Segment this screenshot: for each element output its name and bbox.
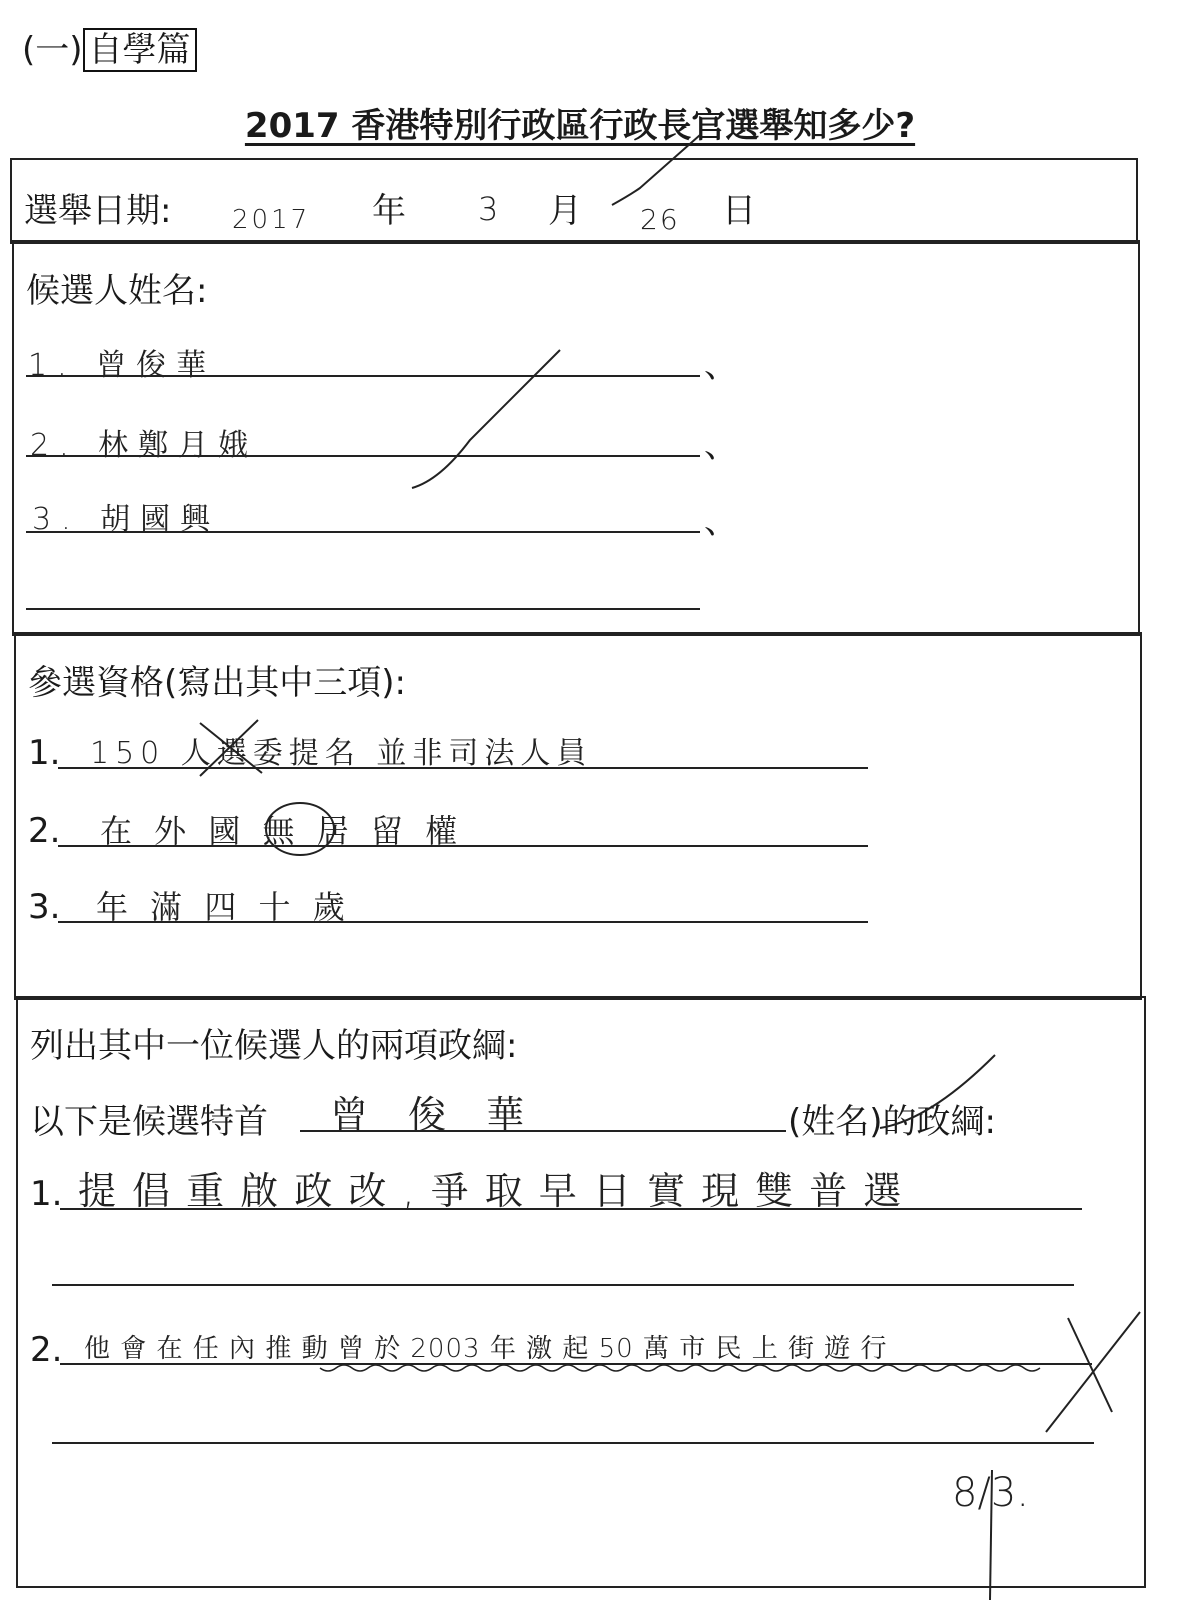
platform-1-line xyxy=(60,1208,1082,1210)
platform-intro-suffix: (姓名)的政綱: xyxy=(788,1102,996,1142)
platform-2-line xyxy=(60,1363,1092,1365)
section-prefix: (一) xyxy=(22,30,83,70)
year-unit: 年 xyxy=(372,191,406,231)
platform-2-answer[interactable]: 他 會 在 任 內 推 動 曾 於 2003 年 激 起 50 萬 市 民 上 街 遊 行 xyxy=(84,1334,888,1364)
election-year-value[interactable]: 2017 xyxy=(232,205,311,235)
page-title: 2017 香港特別行政區行政長官選舉知多少? xyxy=(244,106,916,146)
candidate-3-line xyxy=(26,531,700,533)
platform-2-number: 2. xyxy=(30,1330,63,1370)
platform-1-answer[interactable]: 提 倡 重 啟 政 改 , 爭 取 早 日 實 現 雙 普 選 xyxy=(78,1169,904,1213)
candidate-1[interactable]: 1. 曾俊華 xyxy=(28,348,217,383)
eligibility-1-line xyxy=(58,767,868,769)
month-unit: 月 xyxy=(548,191,582,231)
candidate-2-line xyxy=(26,455,700,457)
candidate-2[interactable]: 2. 林鄭月娥 xyxy=(30,428,259,463)
election-date-label: 選舉日期: xyxy=(24,191,172,231)
eligibility-1-number: 1. xyxy=(28,733,61,773)
candidates-label: 候選人姓名: xyxy=(26,271,208,311)
platform-1-line-2 xyxy=(52,1284,1074,1286)
platform-1-number: 1. xyxy=(30,1174,63,1214)
eligibility-3-answer[interactable]: 年 滿 四 十 歲 xyxy=(96,888,351,926)
eligibility-2-answer[interactable]: 在 外 國 無 居 留 權 xyxy=(100,812,464,850)
section-heading xyxy=(22,22,197,71)
eligibility-label: 參選資格(寫出其中三項): xyxy=(28,663,406,703)
candidate-3[interactable]: 3. 胡國興 xyxy=(32,502,221,537)
eligibility-1-answer[interactable]: 150 人選委提名 並非司法人員 xyxy=(90,736,593,771)
platform-label: 列出其中一位候選人的兩項政綱: xyxy=(30,1026,518,1066)
candidate-4-line xyxy=(26,608,700,610)
eligibility-2-number: 2. xyxy=(28,811,61,851)
platform-2-line-2 xyxy=(52,1442,1094,1444)
eligibility-2-line xyxy=(58,845,868,847)
platform-candidate-name[interactable]: 曾 俊 華 xyxy=(330,1093,539,1137)
eligibility-3-number: 3. xyxy=(28,887,61,927)
separator-1: 、 xyxy=(704,346,738,386)
separator-2: 、 xyxy=(704,426,738,466)
score-mark: 8/3. xyxy=(952,1470,1030,1516)
day-unit: 日 xyxy=(722,191,756,231)
election-month-value[interactable]: 3 xyxy=(478,190,509,228)
platform-intro-prefix: 以下是候選特首 xyxy=(30,1102,268,1142)
election-day-value[interactable]: 26 xyxy=(640,203,680,236)
platform-name-line xyxy=(300,1130,786,1132)
section-label-boxed: 自學篇 xyxy=(83,28,197,72)
eligibility-3-line xyxy=(58,921,868,923)
separator-3: 、 xyxy=(704,502,738,542)
candidate-1-line xyxy=(26,375,700,377)
